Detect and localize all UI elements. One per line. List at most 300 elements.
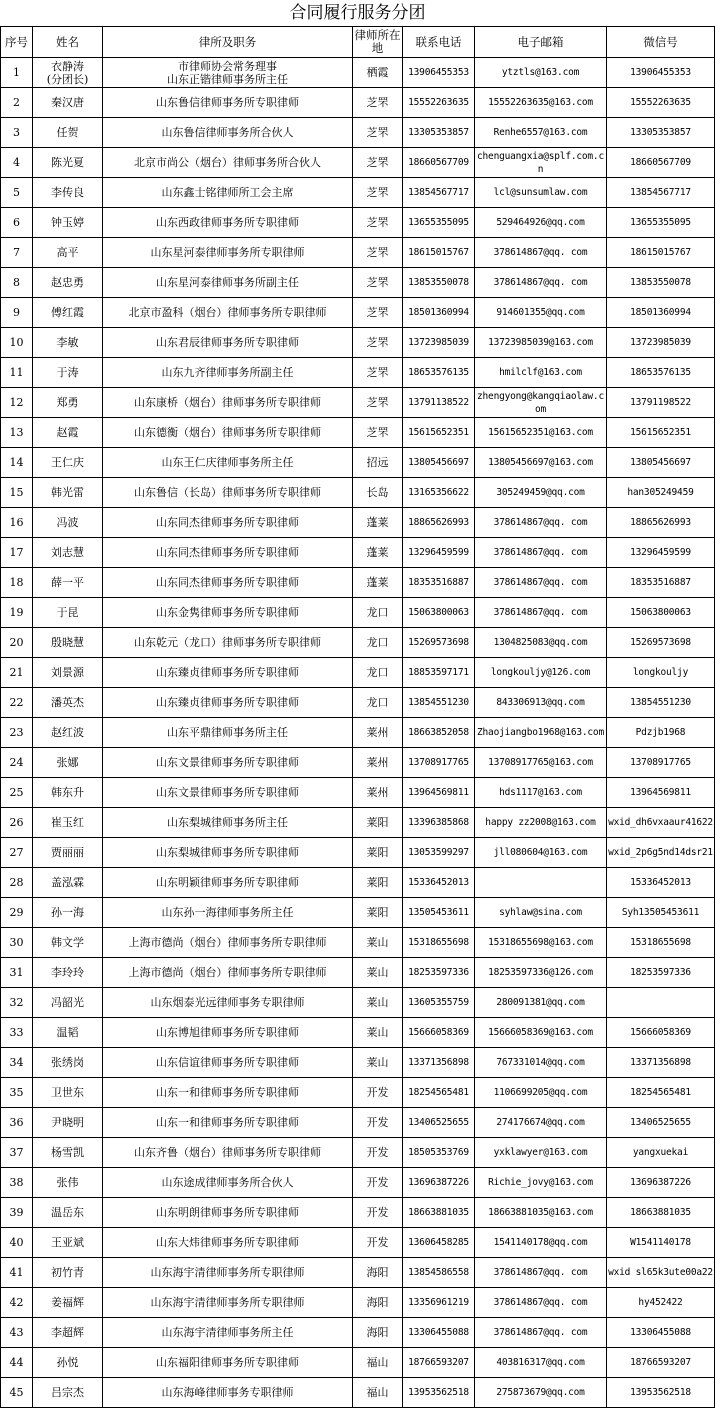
cell-name: 韩光雷 <box>33 478 103 508</box>
table-row <box>1 838 715 868</box>
cell-wechat: hy452422 <box>607 1288 715 1318</box>
cell-name: 李传良 <box>33 178 103 208</box>
cell-wechat: 18865626993 <box>607 508 715 538</box>
cell-wechat: Pdzjb1968 <box>607 718 715 748</box>
cell-location: 龙口 <box>353 598 403 628</box>
cell-email: longkouljy@126.com <box>475 658 607 688</box>
cell-no: 11 <box>1 358 33 388</box>
cell-name: 钟玉婷 <box>33 208 103 238</box>
cell-wechat: 15336452013 <box>607 868 715 898</box>
cell-firm: 山东鑫士铭律师所工会主席 <box>103 178 353 208</box>
cell-name: 王亚斌 <box>33 1228 103 1258</box>
cell-firm: 山东一和律师事务所专职律师 <box>103 1078 353 1108</box>
cell-location: 莱山 <box>353 928 403 958</box>
cell-firm: 山东齐鲁（烟台）律师事务所专职律师 <box>103 1138 353 1168</box>
table-row <box>1 568 715 598</box>
cell-phone: 13854586558 <box>403 1258 475 1288</box>
cell-email: 13805456697@163.com <box>475 448 607 478</box>
cell-email: yxklawyer@163.com <box>475 1138 607 1168</box>
cell-wechat: yangxuekai <box>607 1138 715 1168</box>
cell-name: 孙一海 <box>33 898 103 928</box>
cell-name: 尹晓明 <box>33 1108 103 1138</box>
cell-email: 378614867@qq. com <box>475 268 607 298</box>
cell-name: 于涛 <box>33 358 103 388</box>
cell-phone: 13356961219 <box>403 1288 475 1318</box>
cell-phone: 15063800063 <box>403 598 475 628</box>
cell-firm: 山东海宇清律师事务所主任 <box>103 1318 353 1348</box>
cell-location: 莱山 <box>353 958 403 988</box>
cell-firm: 山东海峰律师事务专职律师 <box>103 1378 353 1408</box>
cell-firm: 山东同杰律师事务所专职律师 <box>103 538 353 568</box>
cell-location: 长岛 <box>353 478 403 508</box>
cell-location: 芝罘 <box>353 418 403 448</box>
cell-wechat: longkouljy <box>607 658 715 688</box>
cell-name: 任贺 <box>33 118 103 148</box>
cell-email: 1541140178@qq.com <box>475 1228 607 1258</box>
table-row <box>1 418 715 448</box>
table-row <box>1 628 715 658</box>
cell-phone: 15666058369 <box>403 1018 475 1048</box>
cell-firm: 山东乾元（龙口）律师事务所专职律师 <box>103 628 353 658</box>
cell-phone: 13853550078 <box>403 268 475 298</box>
cell-location: 芝罘 <box>353 118 403 148</box>
cell-no: 32 <box>1 988 33 1018</box>
cell-email: 378614867@qq. com <box>475 1288 607 1318</box>
cell-email: jll080604@163.com <box>475 838 607 868</box>
cell-no: 12 <box>1 388 33 418</box>
table-row <box>1 1078 715 1108</box>
cell-email: 914601355@qq.com <box>475 298 607 328</box>
cell-wechat: 15318655698 <box>607 928 715 958</box>
cell-phone: 13655355095 <box>403 208 475 238</box>
cell-name: 李玲玲 <box>33 958 103 988</box>
table-row <box>1 358 715 388</box>
cell-email: Renhe6557@163.com <box>475 118 607 148</box>
table-row <box>1 238 715 268</box>
table-row <box>1 178 715 208</box>
cell-phone: 13406525655 <box>403 1108 475 1138</box>
cell-firm: 山东金隽律师事务所专职律师 <box>103 598 353 628</box>
cell-name: 贾丽丽 <box>33 838 103 868</box>
cell-no: 45 <box>1 1378 33 1408</box>
table-row <box>1 298 715 328</box>
cell-phone: 15615652351 <box>403 418 475 448</box>
cell-location: 开发 <box>353 1198 403 1228</box>
cell-no: 22 <box>1 688 33 718</box>
cell-name: 陈光夏 <box>33 148 103 178</box>
cell-no: 3 <box>1 118 33 148</box>
cell-name: 冯波 <box>33 508 103 538</box>
cell-phone: 15552263635 <box>403 88 475 118</box>
cell-phone: 13854567717 <box>403 178 475 208</box>
cell-location: 莱山 <box>353 1018 403 1048</box>
cell-no: 30 <box>1 928 33 958</box>
cell-no: 23 <box>1 718 33 748</box>
cell-no: 27 <box>1 838 33 868</box>
cell-wechat: 15063800063 <box>607 598 715 628</box>
cell-firm: 山东梨城律师事务所主任 <box>103 808 353 838</box>
cell-no: 18 <box>1 568 33 598</box>
cell-no: 24 <box>1 748 33 778</box>
cell-wechat: 13791198522 <box>607 388 715 418</box>
cell-wechat: 15552263635 <box>607 88 715 118</box>
cell-location: 栖霞 <box>353 58 403 88</box>
cell-firm: 山东臻贞律师事务所专职律师 <box>103 658 353 688</box>
table-row <box>1 1048 715 1078</box>
cell-wechat: 18253597336 <box>607 958 715 988</box>
cell-no: 4 <box>1 148 33 178</box>
header-row <box>1 27 715 58</box>
cell-firm: 山东同杰律师事务所专职律师 <box>103 568 353 598</box>
cell-no: 31 <box>1 958 33 988</box>
cell-phone: 13305353857 <box>403 118 475 148</box>
cell-no: 28 <box>1 868 33 898</box>
cell-firm: 山东梨城律师事务所专职律师 <box>103 838 353 868</box>
cell-no: 37 <box>1 1138 33 1168</box>
cell-location: 龙口 <box>353 688 403 718</box>
cell-phone: 18505353769 <box>403 1138 475 1168</box>
cell-name: 李超辉 <box>33 1318 103 1348</box>
cell-location: 芝罘 <box>353 328 403 358</box>
cell-wechat: 18254565481 <box>607 1078 715 1108</box>
cell-phone: 13165356622 <box>403 478 475 508</box>
cell-name: 张伟 <box>33 1168 103 1198</box>
cell-phone: 13964569811 <box>403 778 475 808</box>
cell-firm: 山东星河泰律师事务所专职律师 <box>103 238 353 268</box>
cell-no: 10 <box>1 328 33 358</box>
table-row <box>1 1198 715 1228</box>
cell-name: 李敏 <box>33 328 103 358</box>
cell-email: lcl@sunsumlaw.com <box>475 178 607 208</box>
col-header-firm: 律所及职务 <box>103 27 353 58</box>
cell-phone: 13696387226 <box>403 1168 475 1198</box>
cell-firm: 山东烟泰光远律师事务专职律师 <box>103 988 353 1018</box>
cell-firm: 山东鲁信律师事务所合伙人 <box>103 118 353 148</box>
cell-firm: 上海市德尚（烟台）律师事务所专职律师 <box>103 928 353 958</box>
table-row <box>1 328 715 358</box>
cell-phone: 18766593207 <box>403 1348 475 1378</box>
cell-no: 9 <box>1 298 33 328</box>
cell-name: 刘景源 <box>33 658 103 688</box>
col-header-no: 序号 <box>1 27 33 58</box>
table-row <box>1 1168 715 1198</box>
table-row <box>1 1228 715 1258</box>
cell-email: 843306913@qq.com <box>475 688 607 718</box>
cell-email: 378614867@qq. com <box>475 598 607 628</box>
cell-phone: 13296459599 <box>403 538 475 568</box>
table-row <box>1 898 715 928</box>
cell-wechat: 18501360994 <box>607 298 715 328</box>
table-row <box>1 148 715 178</box>
cell-no: 29 <box>1 898 33 928</box>
cell-no: 35 <box>1 1078 33 1108</box>
table-body <box>1 58 715 1408</box>
cell-name: 初竹青 <box>33 1258 103 1288</box>
cell-name: 傅红霞 <box>33 298 103 328</box>
cell-location: 开发 <box>353 1078 403 1108</box>
cell-wechat: wxid sl65k3ute00a22 <box>607 1258 715 1288</box>
cell-email: 274176674@qq.com <box>475 1108 607 1138</box>
cell-wechat: 15666058369 <box>607 1018 715 1048</box>
cell-location: 蓬莱 <box>353 538 403 568</box>
cell-name: 杨雪凯 <box>33 1138 103 1168</box>
cell-no: 20 <box>1 628 33 658</box>
cell-no: 40 <box>1 1228 33 1258</box>
cell-wechat: 13305353857 <box>607 118 715 148</box>
cell-firm: 山东同杰律师事务所专职律师 <box>103 508 353 538</box>
cell-wechat: 13296459599 <box>607 538 715 568</box>
table-row <box>1 958 715 988</box>
cell-email: 305249459@qq.com <box>475 478 607 508</box>
cell-phone: 13723985039 <box>403 328 475 358</box>
table-row <box>1 478 715 508</box>
cell-location: 海阳 <box>353 1288 403 1318</box>
cell-no: 33 <box>1 1018 33 1048</box>
cell-location: 芝罘 <box>353 208 403 238</box>
cell-email: Richie_jovy@163.com <box>475 1168 607 1198</box>
cell-wechat: 13853550078 <box>607 268 715 298</box>
cell-wechat: 18663881035 <box>607 1198 715 1228</box>
cell-email: 15615652351@163.com <box>475 418 607 448</box>
table-row <box>1 598 715 628</box>
cell-firm: 山东孙一海律师事务所主任 <box>103 898 353 928</box>
cell-email: 18663881035@163.com <box>475 1198 607 1228</box>
cell-name: 吕宗杰 <box>33 1378 103 1408</box>
cell-wechat: 18766593207 <box>607 1348 715 1378</box>
cell-wechat: 13723985039 <box>607 328 715 358</box>
cell-email: 378614867@qq. com <box>475 1258 607 1288</box>
cell-name: 孙悦 <box>33 1348 103 1378</box>
cell-phone: 15269573698 <box>403 628 475 658</box>
cell-firm: 山东王仁庆律师事务所主任 <box>103 448 353 478</box>
cell-location: 开发 <box>353 1228 403 1258</box>
cell-email: 18253597336@126.com <box>475 958 607 988</box>
cell-name: 张绣岗 <box>33 1048 103 1078</box>
cell-email: 378614867@qq. com <box>475 538 607 568</box>
table-row <box>1 808 715 838</box>
cell-firm: 市律师协会常务理事 山东正锴律师事务所主任 <box>103 58 353 88</box>
cell-phone: 13791138522 <box>403 388 475 418</box>
table-row <box>1 718 715 748</box>
cell-email: 13708917765@163.com <box>475 748 607 778</box>
cell-email: happy zz2008@163.com <box>475 808 607 838</box>
cell-location: 芝罘 <box>353 358 403 388</box>
cell-no: 39 <box>1 1198 33 1228</box>
cell-wechat: 18353516887 <box>607 568 715 598</box>
cell-no: 13 <box>1 418 33 448</box>
cell-firm: 山东鲁信（长岛）律师事务所专职律师 <box>103 478 353 508</box>
table-row <box>1 1348 715 1378</box>
cell-firm: 山东博旭律师事务所专职律师 <box>103 1018 353 1048</box>
cell-wechat: 18653576135 <box>607 358 715 388</box>
cell-location: 海阳 <box>353 1318 403 1348</box>
cell-no: 6 <box>1 208 33 238</box>
cell-name: 韩东升 <box>33 778 103 808</box>
cell-no: 26 <box>1 808 33 838</box>
cell-name: 郑勇 <box>33 388 103 418</box>
table-row <box>1 1318 715 1348</box>
col-header-phone: 联系电话 <box>403 27 475 58</box>
cell-no: 25 <box>1 778 33 808</box>
cell-no: 7 <box>1 238 33 268</box>
cell-firm: 北京市尚公（烟台）律师事务所合伙人 <box>103 148 353 178</box>
cell-location: 开发 <box>353 1108 403 1138</box>
cell-email: 529464926@qq.com <box>475 208 607 238</box>
cell-no: 38 <box>1 1168 33 1198</box>
cell-phone: 13805456697 <box>403 448 475 478</box>
cell-no: 43 <box>1 1318 33 1348</box>
cell-no: 42 <box>1 1288 33 1318</box>
table-row <box>1 538 715 568</box>
cell-phone: 13854551230 <box>403 688 475 718</box>
cell-location: 芝罘 <box>353 388 403 418</box>
cell-name: 高平 <box>33 238 103 268</box>
cell-firm: 山东星河泰律师事务所副主任 <box>103 268 353 298</box>
cell-location: 开发 <box>353 1138 403 1168</box>
cell-phone: 15318655698 <box>403 928 475 958</box>
cell-location: 芝罘 <box>353 268 403 298</box>
cell-phone: 18660567709 <box>403 148 475 178</box>
cell-name: 冯韶光 <box>33 988 103 1018</box>
cell-phone: 13953562518 <box>403 1378 475 1408</box>
cell-firm: 山东途成律师事务所合伙人 <box>103 1168 353 1198</box>
cell-firm: 山东康桥（烟台）律师事务所专职律师 <box>103 388 353 418</box>
table-row <box>1 388 715 418</box>
cell-location: 芝罘 <box>353 298 403 328</box>
cell-name: 于昆 <box>33 598 103 628</box>
cell-name: 赵霞 <box>33 418 103 448</box>
cell-location: 蓬莱 <box>353 508 403 538</box>
cell-no: 8 <box>1 268 33 298</box>
cell-wechat: 18615015767 <box>607 238 715 268</box>
cell-email: syhlaw@sina.com <box>475 898 607 928</box>
cell-phone: 18501360994 <box>403 298 475 328</box>
cell-phone: 13505453611 <box>403 898 475 928</box>
cell-no: 19 <box>1 598 33 628</box>
cell-wechat: 13906455353 <box>607 58 715 88</box>
cell-phone: 13906455353 <box>403 58 475 88</box>
col-header-location: 律师所在地 <box>353 27 403 58</box>
cell-email: ytztls@163.com <box>475 58 607 88</box>
cell-firm: 山东明颖律师事务所专职律师 <box>103 868 353 898</box>
table-row <box>1 868 715 898</box>
table-row <box>1 118 715 148</box>
cell-phone: 13371356898 <box>403 1048 475 1078</box>
cell-firm: 山东海宇清律师事务所专职律师 <box>103 1258 353 1288</box>
cell-email: 378614867@qq. com <box>475 508 607 538</box>
cell-email: hds1117@163.com <box>475 778 607 808</box>
table-row <box>1 928 715 958</box>
cell-wechat: W1541140178 <box>607 1228 715 1258</box>
cell-location: 莱山 <box>353 1048 403 1078</box>
cell-phone: 18853597171 <box>403 658 475 688</box>
cell-no: 34 <box>1 1048 33 1078</box>
table-row <box>1 1288 715 1318</box>
cell-wechat: 13708917765 <box>607 748 715 778</box>
cell-location: 招远 <box>353 448 403 478</box>
cell-no: 2 <box>1 88 33 118</box>
cell-location: 莱山 <box>353 988 403 1018</box>
col-header-name: 姓名 <box>33 27 103 58</box>
cell-no: 17 <box>1 538 33 568</box>
cell-name: 王仁庆 <box>33 448 103 478</box>
cell-email: Zhaojiangbo1968@163.com <box>475 718 607 748</box>
cell-location: 福山 <box>353 1348 403 1378</box>
lawyer-table <box>0 26 715 1408</box>
cell-location: 莱阳 <box>353 808 403 838</box>
cell-name: 薛一平 <box>33 568 103 598</box>
cell-no: 44 <box>1 1348 33 1378</box>
cell-location: 芝罘 <box>353 178 403 208</box>
page-title: 合同履行服务分团 <box>289 3 426 23</box>
cell-firm: 山东臻贞律师事务所专职律师 <box>103 688 353 718</box>
cell-name: 赵红波 <box>33 718 103 748</box>
cell-firm: 山东信谊律师事务所专职律师 <box>103 1048 353 1078</box>
table-row <box>1 508 715 538</box>
cell-wechat: han305249459 <box>607 478 715 508</box>
cell-name: 崔玉红 <box>33 808 103 838</box>
cell-name: 衣静涛 (分团长) <box>33 58 103 88</box>
cell-location: 龙口 <box>353 628 403 658</box>
cell-email: zhengyong@kangqiaolaw.com <box>475 388 607 418</box>
cell-firm: 山东明朗律师事务所专职律师 <box>103 1198 353 1228</box>
cell-wechat: 13371356898 <box>607 1048 715 1078</box>
cell-phone: 13306455088 <box>403 1318 475 1348</box>
cell-wechat: 13406525655 <box>607 1108 715 1138</box>
cell-name: 卫世东 <box>33 1078 103 1108</box>
col-header-wechat: 微信号 <box>607 27 715 58</box>
cell-phone: 18253597336 <box>403 958 475 988</box>
cell-location: 芝罘 <box>353 148 403 178</box>
cell-no: 16 <box>1 508 33 538</box>
cell-name: 刘志慧 <box>33 538 103 568</box>
cell-name: 韩文学 <box>33 928 103 958</box>
cell-email: 378614867@qq. com <box>475 238 607 268</box>
cell-no: 14 <box>1 448 33 478</box>
cell-wechat: 13306455088 <box>607 1318 715 1348</box>
cell-email: 767331014@qq.com <box>475 1048 607 1078</box>
cell-name: 殷晓慧 <box>33 628 103 658</box>
table-row <box>1 1108 715 1138</box>
cell-firm: 山东福阳律师事务所专职律师 <box>103 1348 353 1378</box>
cell-wechat: Syh13505453611 <box>607 898 715 928</box>
cell-email: 1106699205@qq.com <box>475 1078 607 1108</box>
cell-phone: 13606458285 <box>403 1228 475 1258</box>
cell-location: 芝罘 <box>353 238 403 268</box>
table-row <box>1 448 715 478</box>
table-row <box>1 748 715 778</box>
cell-location: 莱阳 <box>353 898 403 928</box>
cell-phone: 18663852058 <box>403 718 475 748</box>
cell-firm: 山东西政律师事务所专职律师 <box>103 208 353 238</box>
cell-email: 403816317@qq.com <box>475 1348 607 1378</box>
cell-phone: 13708917765 <box>403 748 475 778</box>
cell-email: hmilclf@163.com <box>475 358 607 388</box>
cell-email: 378614867@qq. com <box>475 1318 607 1348</box>
cell-firm: 山东大炜律师事务所专职律师 <box>103 1228 353 1258</box>
cell-phone: 18353516887 <box>403 568 475 598</box>
cell-wechat: 13696387226 <box>607 1168 715 1198</box>
cell-phone: 18663881035 <box>403 1198 475 1228</box>
cell-phone: 13396385868 <box>403 808 475 838</box>
cell-location: 莱州 <box>353 778 403 808</box>
cell-name: 张娜 <box>33 748 103 778</box>
cell-phone: 18254565481 <box>403 1078 475 1108</box>
table-row <box>1 58 715 88</box>
cell-email: 15666058369@163.com <box>475 1018 607 1048</box>
cell-firm: 山东九齐律师事务所副主任 <box>103 358 353 388</box>
cell-location: 莱州 <box>353 718 403 748</box>
